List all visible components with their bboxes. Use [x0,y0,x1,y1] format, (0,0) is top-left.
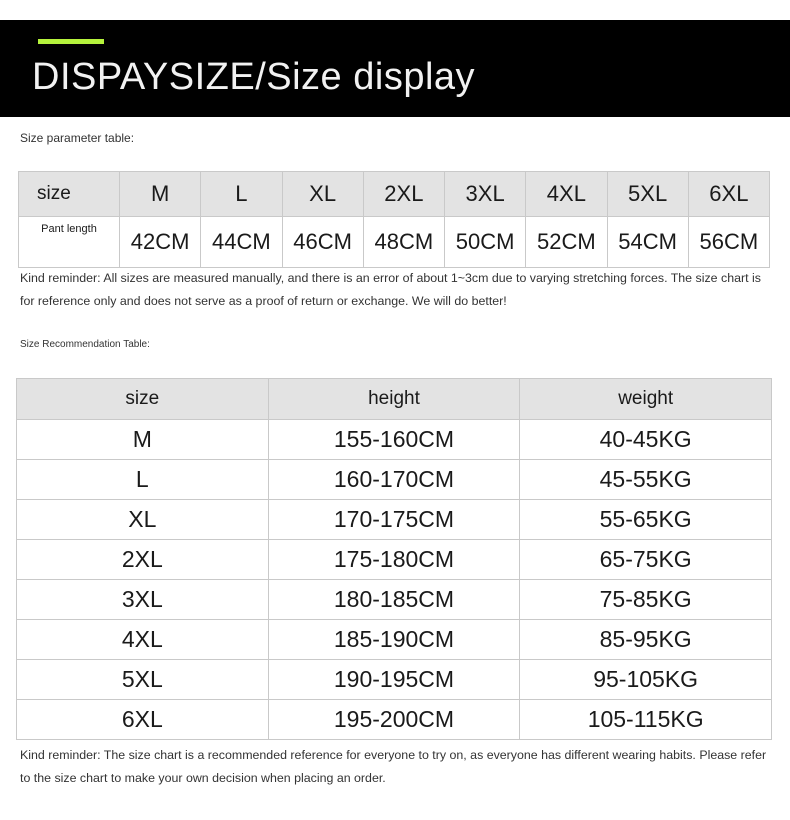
size-cell: 2XL [17,540,269,580]
table-row [17,620,772,660]
height-cell: 190-195CM [268,660,520,700]
size-cell: L [17,460,269,500]
accent-bar [38,39,104,44]
size-cell: XL [282,172,363,217]
table-row [17,420,772,460]
size-cell: 2XL [363,172,444,217]
length-cell: 44CM [201,217,282,268]
weight-cell: 45-55KG [520,460,772,500]
weight-cell: 85-95KG [520,620,772,660]
size-cell: 4XL [17,620,269,660]
table-row [17,580,772,620]
size-cell: L [201,172,282,217]
reminder-recommendation: Kind reminder: The size chart is a recommended reference for everyone to try on, as everyone has different wearing habits. Please refer to the size chart to make your own decision when placing an order. [20,748,767,785]
size-cell: XL [17,500,269,540]
weight-cell: 105-115KG [520,700,772,740]
table-row [17,540,772,580]
column-header: height [268,379,520,420]
size-cell: 6XL [17,700,269,740]
size-cell: 5XL [607,172,688,217]
length-cell: 56CM [688,217,769,268]
size-cell: 3XL [17,580,269,620]
column-header: size [17,379,269,420]
table-row [17,660,772,700]
table-row [19,172,770,217]
length-cell: 50CM [445,217,526,268]
weight-cell: 40-45KG [520,420,772,460]
table-row [19,217,770,268]
param-table-caption: Size parameter table: [20,131,135,145]
height-cell: 175-180CM [268,540,520,580]
table-header-row [17,379,772,420]
page-title: DISPAYSIZE/Size display [32,56,476,98]
header-banner [0,20,790,117]
length-cell: 54CM [607,217,688,268]
length-cell: 48CM [363,217,444,268]
weight-cell: 55-65KG [520,500,772,540]
length-cell: 46CM [282,217,363,268]
size-cell: 5XL [17,660,269,700]
size-cell: M [17,420,269,460]
weight-cell: 75-85KG [520,580,772,620]
reminder-measurement: Kind reminder: All sizes are measured manually, and there is an error of about 1~3cm due to varying stretching forces. The size chart is for reference only and does not serve as a proof of return or exchange. We will do better! [20,271,761,308]
size-cell: 3XL [445,172,526,217]
size-recommendation-table [16,378,772,740]
size-cell: 4XL [526,172,607,217]
height-cell: 155-160CM [268,420,520,460]
row-label-pant-length: Pant length [19,217,120,268]
size-cell: M [120,172,201,217]
rec-table-caption: Size Recommendation Table: [20,339,150,350]
size-cell: 6XL [688,172,769,217]
weight-cell: 95-105KG [520,660,772,700]
table-row [17,700,772,740]
height-cell: 185-190CM [268,620,520,660]
height-cell: 170-175CM [268,500,520,540]
height-cell: 180-185CM [268,580,520,620]
row-header-size: size [19,172,120,217]
height-cell: 160-170CM [268,460,520,500]
column-header: weight [520,379,772,420]
height-cell: 195-200CM [268,700,520,740]
length-cell: 42CM [120,217,201,268]
weight-cell: 65-75KG [520,540,772,580]
table-row [17,460,772,500]
table-row [17,500,772,540]
size-parameter-table [18,171,770,268]
length-cell: 52CM [526,217,607,268]
